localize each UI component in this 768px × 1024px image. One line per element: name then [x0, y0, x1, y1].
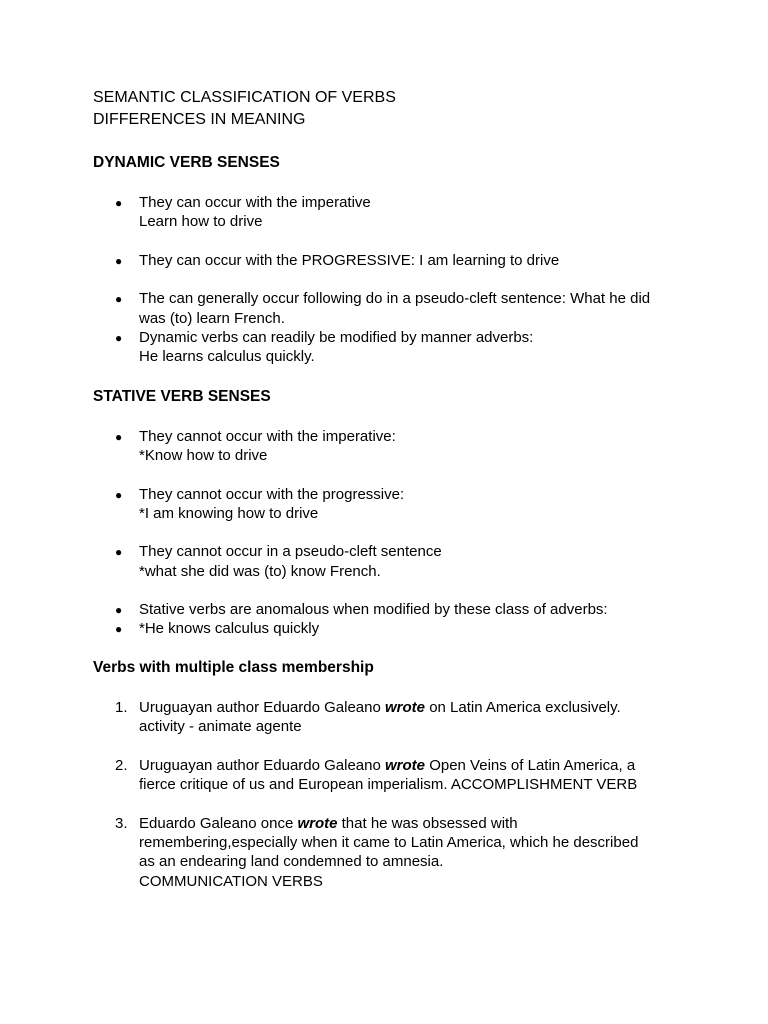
document-subtitle: DIFFERENCES IN MEANING	[93, 111, 306, 128]
list-item-example: Learn how to drive	[139, 213, 263, 230]
emphasized-verb: wrote	[385, 699, 426, 716]
emphasized-verb: wrote	[297, 815, 338, 832]
bullet-icon: ●	[115, 331, 123, 345]
list-number: 2.	[115, 757, 128, 774]
list-item-example: *Know how to drive	[139, 447, 268, 464]
bullet-icon: ●	[115, 254, 123, 268]
numbered-item-text	[139, 814, 518, 833]
numbered-item-text-continued: remembering,especially when it came to Latin America, which he described	[139, 834, 639, 851]
list-item-text: They cannot occur with the progressive:	[139, 486, 405, 503]
numbered-item-classification: activity - animate agente	[139, 718, 302, 735]
list-item-text: They can occur with the PROGRESSIVE: I am learning to drive	[139, 252, 560, 269]
numbered-item-text-continued: as an endearing land condemned to amnesia.	[139, 853, 444, 870]
numbered-item-text-start: Uruguayan author Eduardo Galeano	[139, 699, 386, 716]
list-item-text: Dynamic verbs can readily be modified by manner adverbs:	[139, 329, 534, 346]
bullet-icon: ●	[115, 196, 123, 210]
list-item-text: They cannot occur with the imperative:	[139, 428, 396, 445]
bullet-icon: ●	[115, 292, 123, 306]
list-item-example: He learns calculus quickly.	[139, 348, 315, 365]
document-title: SEMANTIC CLASSIFICATION OF VERBS	[93, 89, 396, 106]
list-item-text: The can generally occur following do in a pseudo-cleft sentence: What he did	[139, 290, 651, 307]
list-number: 1.	[115, 699, 128, 716]
numbered-item-text-start: Eduardo Galeano once	[139, 815, 298, 832]
list-item-text: They can occur with the imperative	[139, 194, 371, 211]
bullet-icon: ●	[115, 545, 123, 559]
numbered-item-text	[139, 698, 621, 717]
emphasized-verb: wrote	[385, 757, 426, 774]
list-number: 3.	[115, 815, 128, 832]
list-item-text: Stative verbs are anomalous when modified by these class of adverbs:	[139, 601, 608, 618]
numbered-item-classification: COMMUNICATION VERBS	[139, 873, 323, 890]
numbered-item-text-end: on Latin America exclusively.	[425, 699, 621, 716]
list-item-example: *He knows calculus quickly	[139, 620, 320, 637]
section-heading-dynamic: DYNAMIC VERB SENSES	[93, 154, 280, 171]
section-heading-multiple: Verbs with multiple class membership	[93, 659, 374, 676]
list-item-text-continued: was (to) learn French.	[139, 310, 285, 327]
list-item-example: *I am knowing how to drive	[139, 505, 319, 522]
list-item-example: *what she did was (to) know French.	[139, 563, 381, 580]
numbered-item-text-end: that he was obsessed with	[337, 815, 518, 832]
bullet-icon: ●	[115, 622, 123, 636]
numbered-item-text-continued: fierce critique of us and European imperialism. ACCOMPLISHMENT VERB	[139, 776, 638, 793]
section-heading-stative: STATIVE VERB SENSES	[93, 388, 271, 405]
numbered-item-text-start: Uruguayan author Eduardo Galeano	[139, 757, 386, 774]
numbered-item-text-end: Open Veins of Latin America, a	[425, 757, 636, 774]
list-item-text: They cannot occur in a pseudo-cleft sentence	[139, 543, 442, 560]
bullet-icon: ●	[115, 488, 123, 502]
bullet-icon: ●	[115, 603, 123, 617]
numbered-item-text	[139, 756, 635, 775]
bullet-icon: ●	[115, 430, 123, 444]
